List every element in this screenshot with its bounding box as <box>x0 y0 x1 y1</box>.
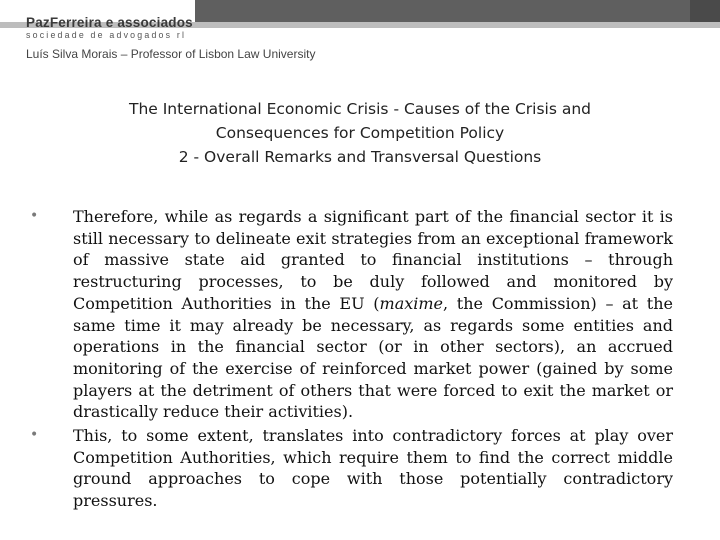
title-line: The International Economic Crisis - Causes of the Crisis and <box>128 100 591 118</box>
bullet-text: Therefore, while as regards a significant part of the financial sector it is still necessary to delineate exit strategies from an exceptional framework of massive state aid granted to financial institutions – through restructuring processes, to be duly followed and monitored by Competition Authorities in the EU ( <box>73 207 673 313</box>
bullet-item <box>30 206 673 423</box>
bullet-list <box>30 206 673 512</box>
bullet-item <box>30 425 673 512</box>
slide-title <box>40 97 680 169</box>
logo-subtitle: sociedade de advogados rl <box>26 30 187 40</box>
firm-logo <box>26 16 196 40</box>
title-line: Consequences for Competition Policy <box>215 124 505 142</box>
logo-name: PazFerreira e associados <box>26 15 193 30</box>
author-line: Luís Silva Morais – Professor of Lisbon Law University <box>26 47 316 61</box>
bullet-text: This, to some extent, translates into contradictory forces at play over Competition Authorities, which require them to find the correct middle ground approaches to cope with those potentially contradictory pressures. <box>73 426 673 511</box>
bullet-marker: • <box>30 427 39 444</box>
bullet-text: , the Commission) – at the same time it may already be necessary, as regards some entities and operations in the financial sector (or in other sectors), an accrued monitoring of the exercise of reinforced market power (gained by some players at the detriment of others that were forced to exit the market or drastically reduce their activities). <box>73 293 674 422</box>
bullet-marker: • <box>30 208 39 224</box>
header-dark-strip <box>195 0 690 22</box>
title-line: 2 - Overall Remarks and Transversal Questions <box>178 148 542 166</box>
bullet-emphasis: maxime <box>379 293 444 313</box>
header-dark-strip-end <box>690 0 720 22</box>
